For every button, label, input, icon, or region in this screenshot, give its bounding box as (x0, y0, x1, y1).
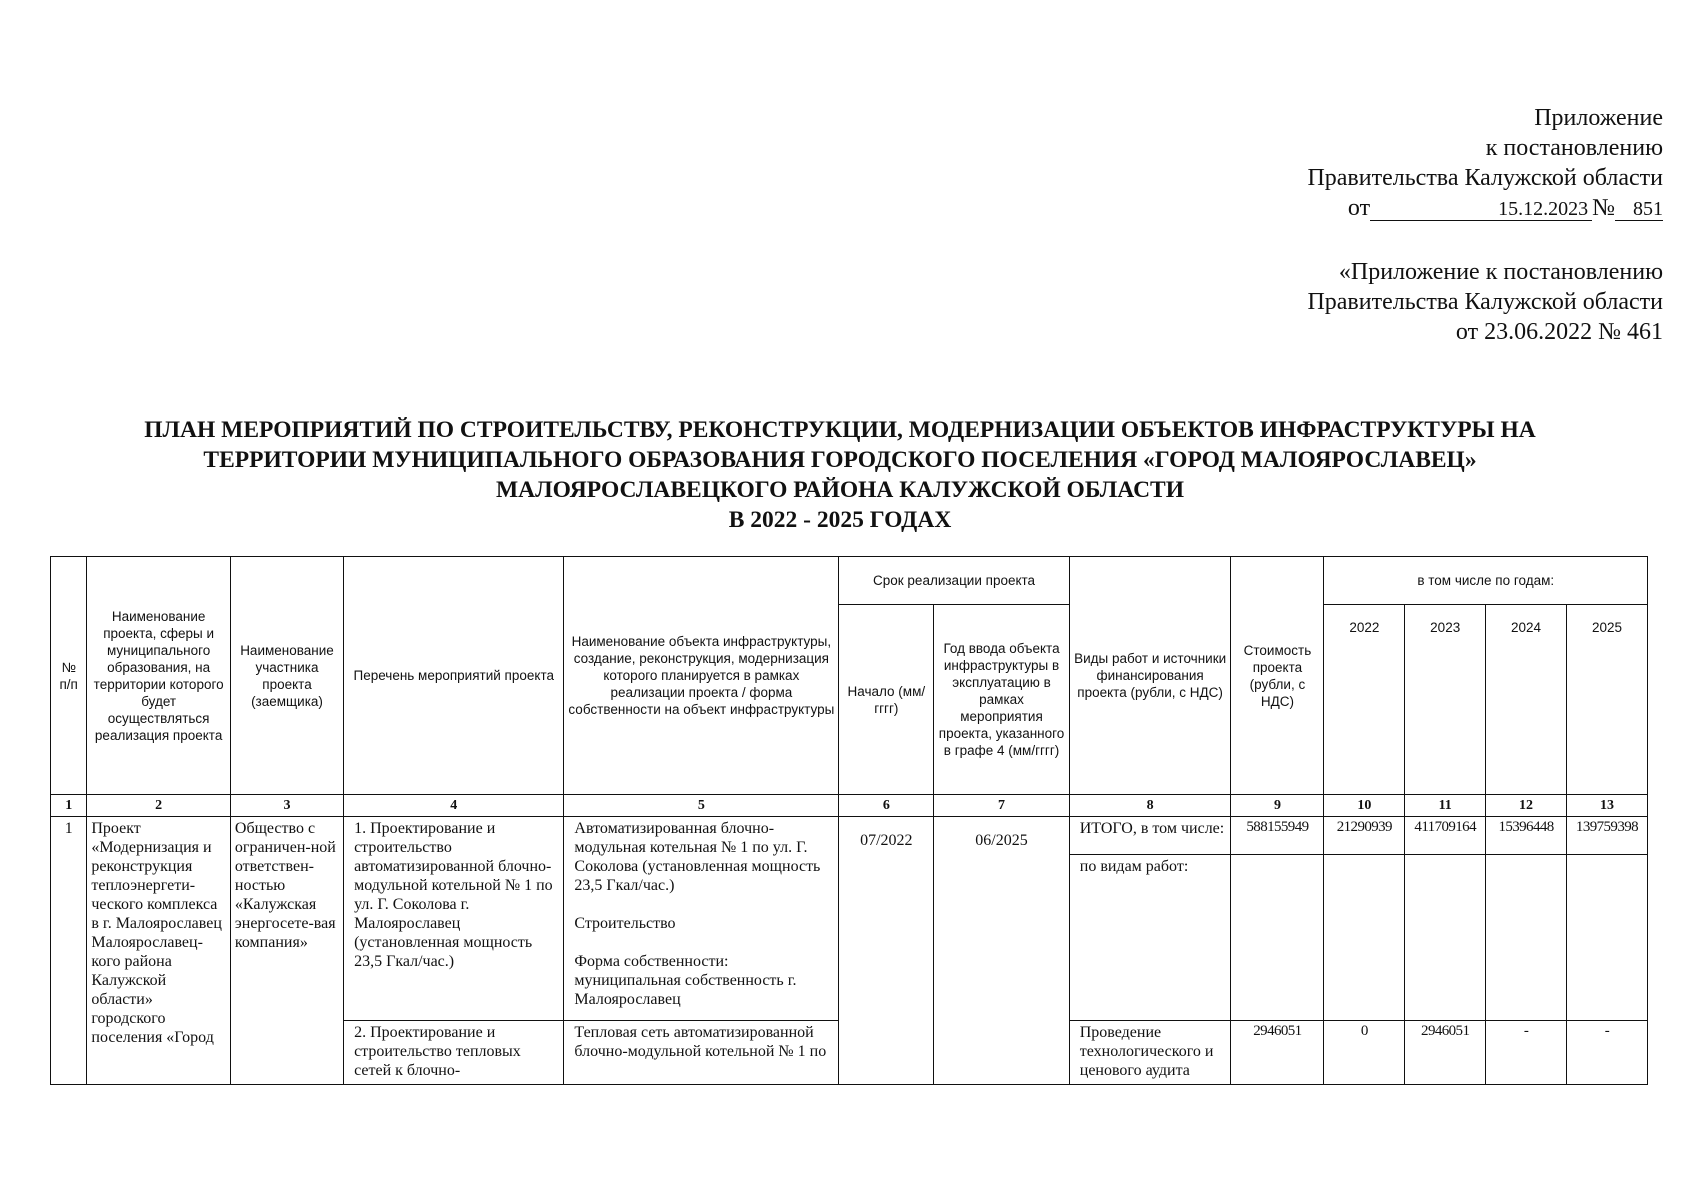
date-value: 15.12.2023 (1370, 198, 1592, 221)
prior-appendix-header (1307, 257, 1663, 347)
appendix-line-3: Правительства Калужской области (1307, 165, 1663, 191)
header-year-2023: 2023 (1405, 605, 1486, 795)
object-1-owner: муниципальная собственность г. Малоярославец (574, 972, 797, 1008)
empty-cell (1405, 855, 1486, 1021)
col-number: 1 (51, 795, 87, 817)
start-date-cell: 07/2022 (839, 817, 934, 1085)
prior-appendix-line-1: «Приложение к постановлению (1338, 259, 1663, 285)
appendix-date-line (1307, 193, 1663, 223)
measure-1-cell: 1. Проектирование и строительство автоматизированной блочно-модульной котельной № 1 по ул. Г. Соколова г. Малоярославец (установленная мощность 23,5 Гкал/час.) (344, 817, 564, 1021)
prior-appendix-line-3: от 23.06.2022 № 461 (1455, 319, 1663, 345)
number-value: 851 (1615, 198, 1663, 221)
header-col-5: Наименование объекта инфраструктуры, создание, реконструкция, модернизация которого планируется в рамках реализации проекта / форма собственности на объект инфраструктуры (564, 557, 839, 795)
col-number: 8 (1069, 795, 1231, 817)
col-number: 6 (839, 795, 934, 817)
col-number: 10 (1324, 795, 1405, 817)
col-number: 3 (230, 795, 343, 817)
header-col-6: Начало (мм/гггг) (839, 605, 934, 795)
plan-table (50, 556, 1648, 1085)
column-numbers-row (51, 795, 1648, 817)
object-1-name: Автоматизированная блочно-модульная котельная № 1 по ул. Г. Соколова (установленная мощность 23,5 Гкал/час.) (574, 820, 821, 894)
title-line-2: ТЕРРИТОРИИ МУНИЦИПАЛЬНОГО ОБРАЗОВАНИЯ ГОРОДСКОГО ПОСЕЛЕНИЯ «ГОРОД МАЛОЯРОСЛАВЕЦ» (203, 447, 1477, 473)
appendix-header (1307, 103, 1663, 223)
header-col-9: Стоимость проекта (рубли, с НДС) (1231, 557, 1324, 795)
date-prefix: от (1347, 195, 1371, 221)
header-col-1: № п/п (51, 557, 87, 795)
audit-cost-cell: 2946051 (1231, 1021, 1324, 1085)
audit-2025-cell: - (1566, 1021, 1647, 1085)
participant-cell: Общество с ограничен-ной ответствен-ностью «Калужская энергосете-вая компания» (230, 817, 343, 1085)
object-1-type: Строительство (574, 915, 676, 932)
by-works-label-cell: по видам работ: (1069, 855, 1231, 1021)
object-1-cell (564, 817, 839, 1021)
total-2023-cell: 411709164 (1405, 817, 1486, 855)
audit-2023-cell: 2946051 (1405, 1021, 1486, 1085)
header-col-7: Год ввода объекта инфраструктуры в эксплуатацию в рамках мероприятия проекта, указанного в графе 4 (мм/гггг) (934, 605, 1069, 795)
total-2024-cell: 15396448 (1486, 817, 1567, 855)
title-line-4: В 2022 - 2025 ГОДАХ (728, 507, 952, 533)
document-title (40, 415, 1640, 535)
col-number: 9 (1231, 795, 1324, 817)
project-name-cell: Проект «Модернизация и реконструкция теплоэнергети-ческого комплекса в г. Малоярославец Малоярославец-кого района Калужской области» городского поселения «Город (87, 817, 231, 1085)
header-col-3: Наименование участника проекта (заемщика) (230, 557, 343, 795)
total-2022-cell: 21290939 (1324, 817, 1405, 855)
total-cost-cell: 588155949 (1231, 817, 1324, 855)
col-number: 4 (344, 795, 564, 817)
col-number: 11 (1405, 795, 1486, 817)
empty-cell (1566, 855, 1647, 1021)
row-number: 1 (51, 817, 87, 1085)
header-year-2024: 2024 (1486, 605, 1567, 795)
header-years-group: в том числе по годам: (1324, 557, 1648, 605)
object-1-owner-label: Форма собственности: (574, 953, 729, 970)
empty-cell (1324, 855, 1405, 1021)
col-number: 12 (1486, 795, 1567, 817)
header-col-8: Виды работ и источники финансирования проекта (рубли, с НДС) (1069, 557, 1231, 795)
empty-cell (1231, 855, 1324, 1021)
header-year-2022: 2022 (1324, 605, 1405, 795)
title-line-3: МАЛОЯРОСЛАВЕЦКОГО РАЙОНА КАЛУЖСКОЙ ОБЛАСТИ (495, 477, 1185, 503)
col-number: 13 (1566, 795, 1647, 817)
empty-cell (1486, 855, 1567, 1021)
header-col-2: Наименование проекта, сферы и муниципального образования, на территории которого будет осуществляться реализация проекта (87, 557, 231, 795)
audit-2024-cell: - (1486, 1021, 1567, 1085)
title-line-1: ПЛАН МЕРОПРИЯТИЙ ПО СТРОИТЕЛЬСТВУ, РЕКОНСТРУКЦИИ, МОДЕРНИЗАЦИИ ОБЪЕКТОВ ИНФРАСТРУКТУРЫ НА (144, 417, 1536, 443)
header-year-2025: 2025 (1566, 605, 1647, 795)
object-2-cell: Тепловая сеть автоматизированной блочно-модульной котельной № 1 по (564, 1021, 839, 1085)
col-number: 2 (87, 795, 231, 817)
header-term-group: Срок реализации проекта (839, 557, 1069, 605)
header-col-4: Перечень мероприятий проекта (344, 557, 564, 795)
col-number: 5 (564, 795, 839, 817)
audit-label-cell: Проведение технологического и ценового аудита (1069, 1021, 1231, 1085)
table-row (51, 817, 1648, 855)
measure-2-cell: 2. Проектирование и строительство тепловых сетей к блочно- (344, 1021, 564, 1085)
col-number: 7 (934, 795, 1069, 817)
number-prefix: № (1592, 195, 1615, 221)
prior-appendix-line-2: Правительства Калужской области (1307, 289, 1663, 315)
total-2025-cell: 139759398 (1566, 817, 1647, 855)
audit-2022-cell: 0 (1324, 1021, 1405, 1085)
total-label-cell: ИТОГО, в том числе: (1069, 817, 1231, 855)
appendix-line-2: к постановлению (1485, 135, 1663, 161)
appendix-line-1: Приложение (1534, 105, 1663, 131)
commission-date-cell: 06/2025 (934, 817, 1069, 1085)
